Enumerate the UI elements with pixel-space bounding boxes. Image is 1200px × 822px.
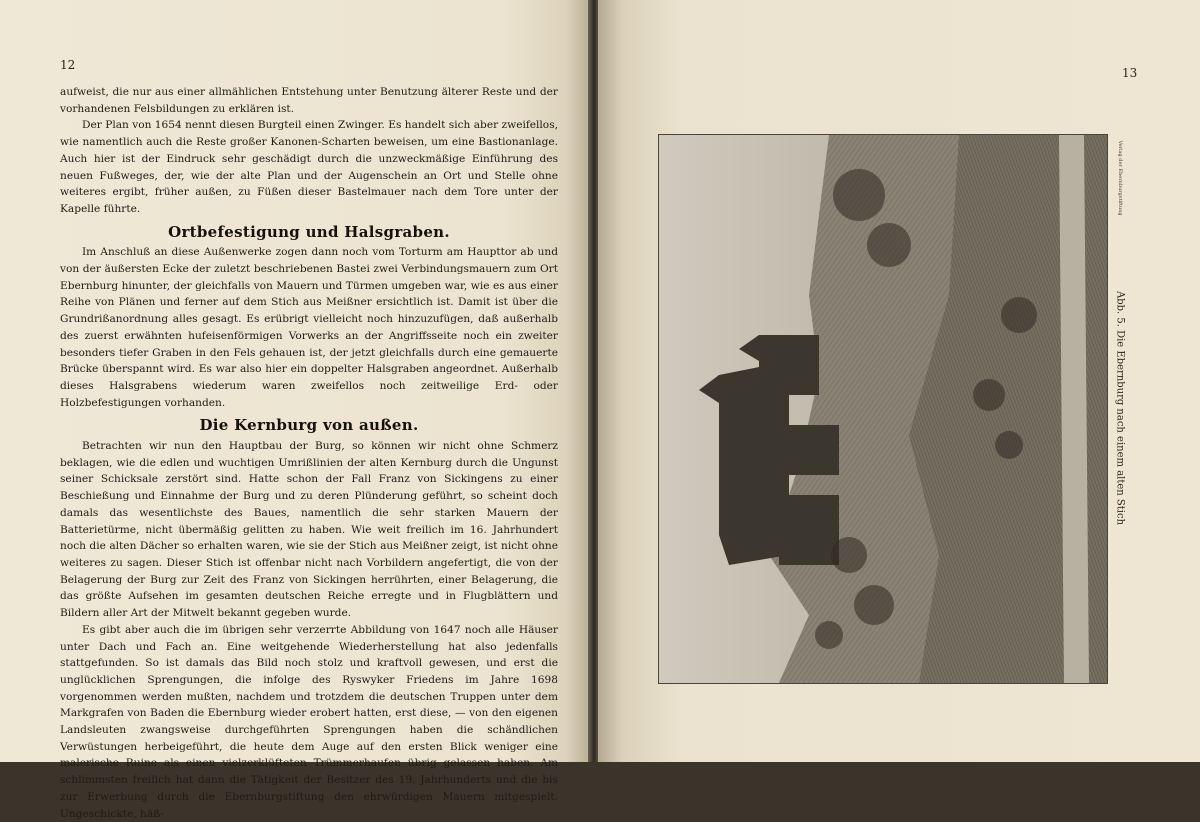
section-heading: Ortbefestigung und Halsgraben. <box>168 222 450 241</box>
figure-caption-area <box>1112 134 1128 682</box>
paragraph: aufweist, die nur aus einer allmählichen Entstehung unter Benutzung älterer Reste und der vorhandenen Felsbildungen zu erklären ist. <box>60 86 558 115</box>
page-number-right: 13 <box>1122 66 1138 80</box>
left-page-text <box>60 84 558 822</box>
page-number-left: 12 <box>60 58 76 72</box>
figure-credit: Verlag der Ebernburgstiftung <box>1117 140 1123 216</box>
paragraph: Der Plan von 1654 nennt diesen Burgteil einen Zwinger. Es handelt sich aber zweifellos, wie namentlich auch die Reste großer Kanonen-Scharten beweisen, um eine Bastionanlage. Auch hier ist der Eindruck sehr geschädigt durch die unzweckmäßige Einführung des neuen Fußweges, der, wie der alte Plan und der Augenschein an Ort und Stelle ohne weiteres ergibt, früher außen, zu Füßen dieser Bastelmauer nach dem Tore unter der Kapelle führte. <box>60 119 558 215</box>
left-page <box>0 0 590 820</box>
paragraph: Betrachten wir nun den Hauptbau der Burg, so können wir nicht ohne Schmerz beklagen, wie die edlen und wuchtigen Umrißlinien der alten Kernburg durch die Ungunst seiner Schicksale zerstört sind. Hatte schon der Fall Franz von Sickingens zu einer Beschießung und Einnahme der Burg und zu deren Plünderung geführt, so scheint doch damals das wesentlichste des Baues, namentlich die sehr starken Mauern der Batterietürme, nicht übermäßig gelitten zu haben. Wie weit freilich im 16. Jahrhundert noch die alten Dächer so erhalten waren, wie sie der Stich aus Meißner zeigt, ist nicht ohne weiteres zu sagen. Dieser Stich ist offenbar nicht nach Vorbildern angefertigt, die von der Belagerung der Burg zur Zeit des Franz von Sickingen herrührten, einer Belagerung, die das größte Aufsehen im gesamten deutschen Reiche erregte und in Flugblättern und Bildern aller Art der Mitwelt bekannt gegeben wurde. <box>60 440 558 620</box>
paragraph: Im Anschluß an diese Außenwerke zogen dann noch vom Torturm am Haupttor ab und von der äußersten Ecke der zuletzt beschriebenen Bastei zwei Verbindungsmauern zum Ort Ebernburg hinunter, der gleichfalls von Mauern und Türmen umgeben war, wie es aus einer Reihe von Plänen und ferner auf dem Stich aus Meißner ersichtlich ist. Damit ist über die Grundrißanordnung alles gesagt. Es erübrigt vielleicht noch hinzuzufügen, daß außerhalb des zuerst erwähnten hufeisenförmigen Vorwerks an der Angriffsseite noch ein zweiter besonders tiefer Graben in den Fels gehauen ist, der jetzt gleichfalls durch eine gemauerte Brücke überspannt wird. Es war also hier ein doppelter Halsgraben angeordnet. Außerhalb dieses Halsgrabens wiederum waren zweifellos noch zeitweilige Erd- oder Holzbefestigungen vorhanden. <box>60 246 558 409</box>
section-heading: Die Kernburg von außen. <box>199 416 419 435</box>
castle-engraving-illustration <box>658 134 1108 684</box>
paragraph: Es gibt aber auch die im übrigen sehr verzerrte Abbildung von 1647 noch alle Häuser unter Dach und Fach an. Eine weitgehende Wiederherstellung hat also jedenfalls stattgefunden. So ist damals das Bild noch stolz und kraftvoll gewesen, und erst die unglücklichen Sprengungen, die infolge des Ryswyker Friedens im Jahre 1698 vorgenommen werden mußten, nachdem und trotzdem die deutschen Truppen unter dem Markgrafen von Baden die Ebernburg wieder erobert hatten, erst diese, — von den eigenen Landsleuten zwangsweise durchgeführten Sprengungen haben die schändlichen Verwüstungen herbeigeführt, die heute dem Auge auf den ersten Blick weniger eine malerische Ruine als einen vielzerklüfteten Trümmerhaufen übrig gelassen haben. Am schlimmsten freilich hat dann die Tätigkeit der Besitzer des 19. Jahrhunderts und die bis zur Erwerbung durch die Ebernburgstiftung den ehrwürdigen Mauern mitgespielt. Ungeschickte, häß- <box>60 623 558 820</box>
figure-caption: Abb. 5. Die Ebernburg nach einem alten Stich <box>1114 290 1126 526</box>
castle-engraving-image <box>659 135 1107 683</box>
